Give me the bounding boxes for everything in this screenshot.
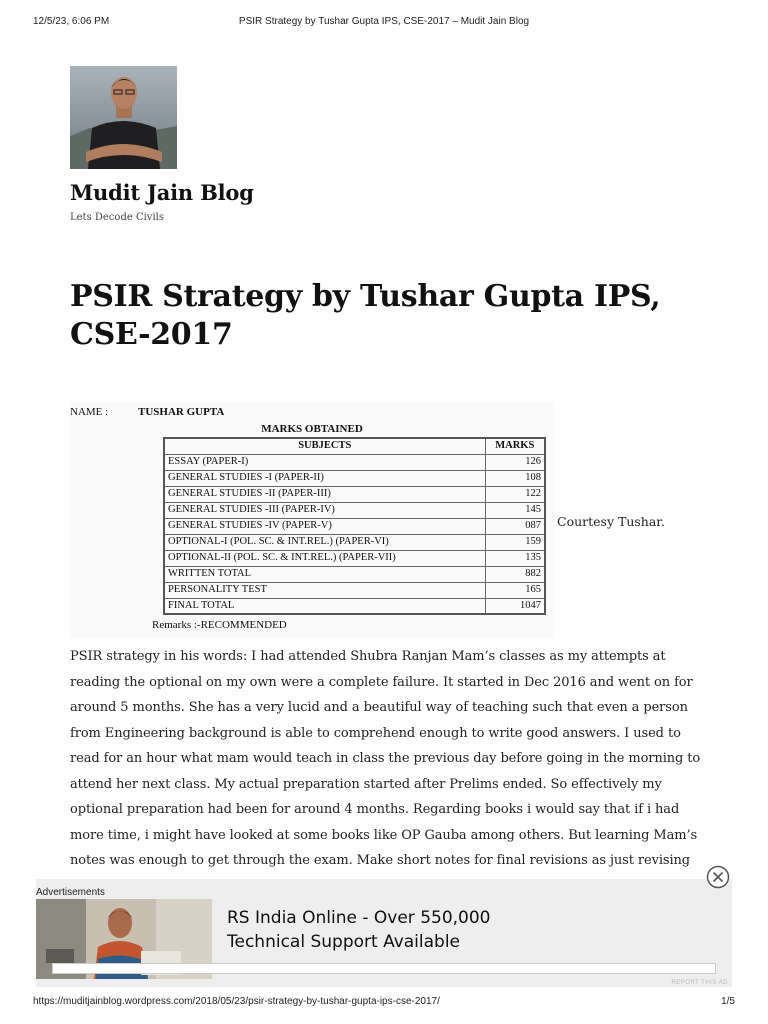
print-page-title: PSIR Strategy by Tushar Gupta IPS, CSE-2017 – Mudit Jain Blog bbox=[238, 16, 530, 27]
marks-table-header bbox=[164, 438, 545, 454]
table-row bbox=[164, 502, 545, 518]
marks-cell: 087 bbox=[485, 518, 545, 534]
subject-cell: GENERAL STUDIES -IV (PAPER-V) bbox=[164, 518, 485, 534]
ad-report-link[interactable]: REPORT THIS AD bbox=[671, 980, 728, 986]
image-caption: Courtesy Tushar. bbox=[557, 514, 665, 529]
marks-cell: 122 bbox=[485, 486, 545, 502]
print-page-number: 1/5 bbox=[721, 996, 735, 1007]
table-row bbox=[164, 566, 545, 582]
author-avatar[interactable] bbox=[70, 66, 177, 169]
subject-cell: WRITTEN TOTAL bbox=[164, 566, 485, 582]
marks-sheet-image bbox=[70, 402, 554, 638]
ad-progress-bar bbox=[52, 963, 716, 974]
marks-column-header: SUBJECTS bbox=[164, 438, 485, 454]
print-url[interactable]: https://muditjainblog.wordpress.com/2018/05/23/psir-strategy-by-tushar-gupta-ips-cse-2017/ bbox=[33, 996, 440, 1007]
marks-cell: 1047 bbox=[485, 598, 545, 614]
print-header bbox=[0, 16, 768, 30]
site-title[interactable]: Mudit Jain Blog bbox=[70, 180, 254, 205]
subject-cell: GENERAL STUDIES -II (PAPER-III) bbox=[164, 486, 485, 502]
marks-cell: 145 bbox=[485, 502, 545, 518]
marks-cell: 108 bbox=[485, 470, 545, 486]
marks-cell: 165 bbox=[485, 582, 545, 598]
print-datetime: 12/5/23, 6:06 PM bbox=[33, 16, 110, 27]
table-row bbox=[164, 534, 545, 550]
print-footer bbox=[0, 996, 768, 1010]
subject-cell: PERSONALITY TEST bbox=[164, 582, 485, 598]
marks-cell: 126 bbox=[485, 454, 545, 470]
marks-name-value: TUSHAR GUPTA bbox=[138, 406, 225, 418]
table-row bbox=[164, 454, 545, 470]
subject-cell: OPTIONAL-II (POL. SC. & INT.REL.) (PAPER-VII) bbox=[164, 550, 485, 566]
site-tagline: Lets Decode Civils bbox=[70, 212, 164, 223]
marks-remarks: Remarks :-RECOMMENDED bbox=[152, 619, 287, 631]
close-circle-icon[interactable] bbox=[706, 865, 730, 889]
advertisement-bar bbox=[36, 879, 732, 987]
ad-headline[interactable]: RS India Online - Over 550,000 Technical Support Available bbox=[227, 908, 491, 952]
table-row bbox=[164, 550, 545, 566]
marks-cell: 882 bbox=[485, 566, 545, 582]
marks-cell: 159 bbox=[485, 534, 545, 550]
table-row bbox=[164, 486, 545, 502]
post-body: PSIR strategy in his words: I had attended Shubra Ranjan Mam’s classes as my attempts at reading the optional on my own were a complete failure. It started in Dec 2016 and went on for around 5 months. She has a very lucid and a beautiful way of teaching such that even a person from Engineering background is able to comprehend enough to write good answers. I used to read for an hour what mam would teach in class the previous day before going in the morning to attend her next class. My actual preparation started after Prelims ended. So effectively my optional preparation had been for around 4 months. Regarding books i would say that if i had more time, i might have looked at some books like OP Gauba among others. But learning Mam’s notes was enough to get through the exam. Make short notes for final revisions as just revising bbox=[70, 649, 701, 868]
subject-cell: GENERAL STUDIES -III (PAPER-IV) bbox=[164, 502, 485, 518]
marks-cell: 135 bbox=[485, 550, 545, 566]
marks-table bbox=[163, 437, 546, 615]
subject-cell: OPTIONAL-I (POL. SC. & INT.REL.) (PAPER-VI) bbox=[164, 534, 485, 550]
table-row bbox=[164, 470, 545, 486]
subject-cell: ESSAY (PAPER-I) bbox=[164, 454, 485, 470]
subject-cell: FINAL TOTAL bbox=[164, 598, 485, 614]
table-row bbox=[164, 518, 545, 534]
marks-column-header: MARKS bbox=[485, 438, 545, 454]
subject-cell: GENERAL STUDIES -I (PAPER-II) bbox=[164, 470, 485, 486]
table-row bbox=[164, 598, 545, 614]
table-row bbox=[164, 582, 545, 598]
ad-label: Advertisements bbox=[36, 887, 105, 898]
post-title: PSIR Strategy by Tushar Gupta IPS, CSE-2017 bbox=[70, 279, 661, 352]
marks-name-label: NAME : bbox=[70, 406, 109, 418]
marks-heading: MARKS OBTAINED bbox=[261, 423, 363, 435]
